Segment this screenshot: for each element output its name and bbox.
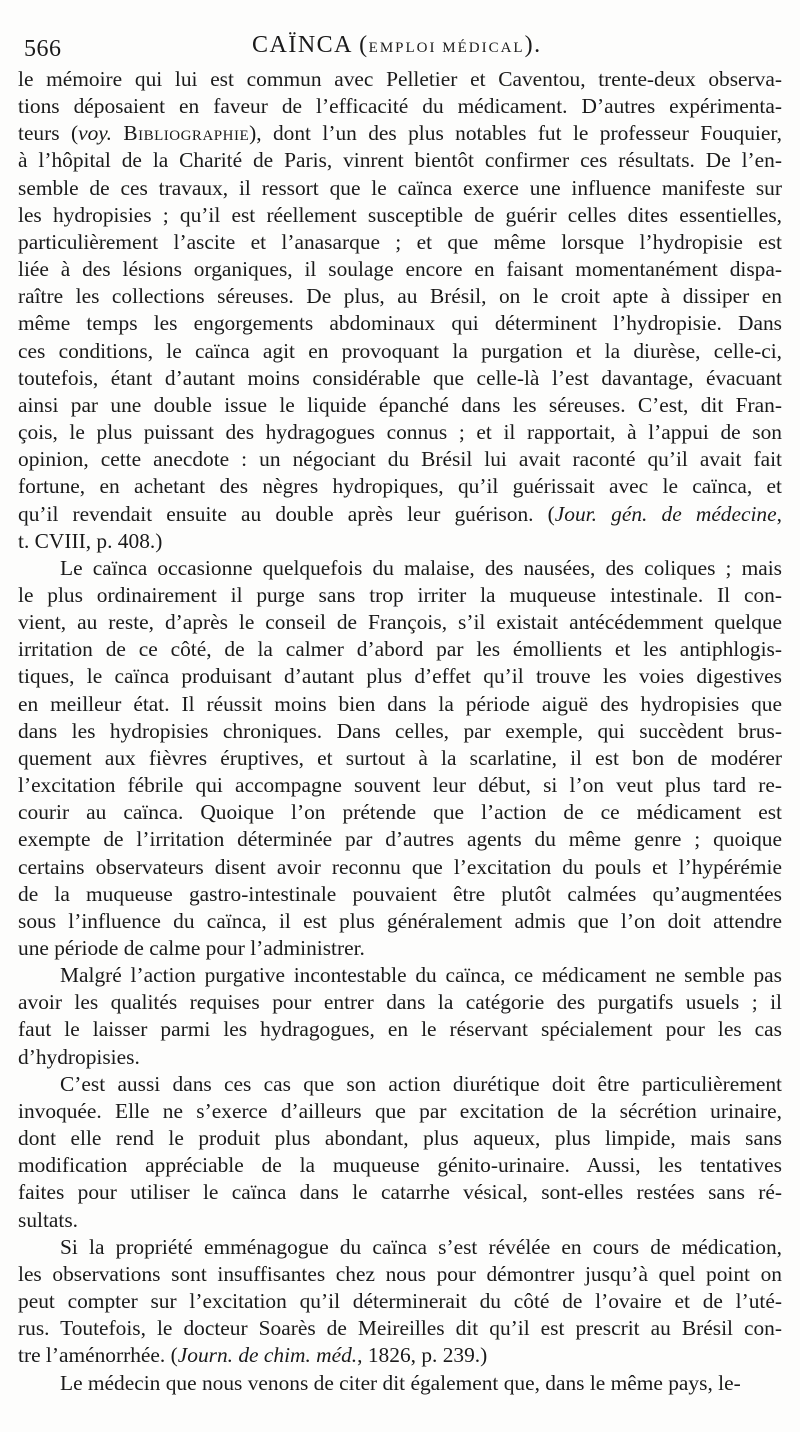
body-text bbox=[18, 66, 782, 1397]
text-line: tions déposaient en faveur de l’efficacité du médicament. D’autres expérimenta- bbox=[18, 94, 782, 119]
text-line: sultats. bbox=[18, 1207, 79, 1232]
running-head bbox=[252, 32, 542, 59]
text-line: ces conditions, le caïnca agit en provoquant la purgation et la diurèse, celle-ci, bbox=[18, 338, 782, 363]
text-line: quement aux fièvres éruptives, et surtout à la scarlatine, il est bon de modérer bbox=[18, 745, 782, 770]
text-line: toutefois, étant d’autant moins considérable que celle-là l’est davantage, évacuant bbox=[18, 365, 782, 390]
text-line: opinion, cette anecdote : un négociant du Brésil lui avait raconté qu’il avait fait bbox=[18, 447, 782, 472]
text-line: courir au caïnca. Quoique l’on prétende que l’action de ce médicament est bbox=[18, 800, 782, 825]
text-line: Le médecin que nous venons de citer dit également que, dans le même pays, le- bbox=[60, 1370, 741, 1395]
text-line: irritation de ce côté, de la calmer d’abord par les émollients et les antiphlogis- bbox=[18, 637, 782, 662]
paragraph bbox=[18, 1071, 782, 1234]
text-line: le plus ordinairement il purge sans trop irriter la muqueuse intestinale. Il con- bbox=[18, 582, 782, 607]
text-line: vient, au reste, d’après le conseil de François, s’il existait antécédemment quelque bbox=[18, 610, 782, 635]
text-line: d’hydropisies. bbox=[18, 1044, 140, 1069]
text-line: faut le laisser parmi les hydragogues, en le réservant spécialement pour les cas bbox=[18, 1017, 782, 1042]
paragraph bbox=[18, 555, 782, 962]
text-line: Le caïnca occasionne quelquefois du malaise, des nausées, des coliques ; mais bbox=[60, 555, 782, 580]
text-line: certains observateurs disent avoir reconnu que l’excitation du pouls et l’hypérémie bbox=[18, 854, 782, 879]
text-line: de la muqueuse gastro-intestinale pouvaient être plutôt calmées qu’augmentées bbox=[18, 881, 782, 906]
text-line: rus. Toutefois, le docteur Soarès de Meireilles dit qu’il est prescrit au Brésil con- bbox=[18, 1316, 782, 1341]
text-line: faites pour utiliser le caïnca dans le catarrhe vésical, sont-elles restées sans ré- bbox=[18, 1180, 782, 1205]
running-head-small-caps: EMPLOI MÉDICAL bbox=[368, 40, 525, 56]
text-line: ainsi par une double issue le liquide épanché dans les séreuses. C’est, dit Fran- bbox=[18, 392, 782, 417]
paragraph bbox=[18, 1370, 782, 1397]
text-line: raître les collections séreuses. De plus, au Brésil, on le croit apte à dissiper en bbox=[18, 284, 782, 309]
text-line: liée à des lésions organiques, il soulage encore en faisant momentanément dispa- bbox=[18, 257, 782, 282]
text-line: dans les hydropisies chroniques. Dans celles, par exemple, qui succèdent brus- bbox=[18, 718, 782, 743]
text-line: Si la propriété emménagogue du caïnca s’est révélée en cours de médication, bbox=[60, 1234, 782, 1259]
text-line: même temps les engorgements abdominaux qui déterminent l’hydropisie. Dans bbox=[18, 311, 782, 336]
text-line: exempte de l’irritation déterminée par d’autres agents du même genre ; quoique bbox=[18, 827, 782, 852]
text-line: peut compter sur l’excitation qu’il déterminerait du côté de l’ovaire et de l’uté- bbox=[18, 1289, 782, 1314]
text-line: dont elle rend le produit plus abondant, plus aqueux, plus limpide, mais sans bbox=[18, 1126, 782, 1151]
paragraph bbox=[18, 1234, 782, 1370]
text-line: fortune, en achetant des nègres hydropiques, qu’il guérissait avec le caïnca, et bbox=[18, 474, 782, 499]
text-line: sous l’influence du caïnca, il est plus généralement admis que l’on doit attendre bbox=[18, 908, 782, 933]
page-number: 566 bbox=[24, 36, 62, 62]
running-head-close: ). bbox=[524, 32, 542, 58]
text-line: à l’hôpital de la Charité de Paris, vinrent bientôt confirmer ces résultats. De l’en- bbox=[18, 148, 782, 173]
paragraph bbox=[18, 962, 782, 1071]
text-line: tiques, le caïnca produisant d’autant plus d’effet qu’il trouve les voies digestives bbox=[18, 664, 782, 689]
text-line: l’excitation fébrile qui accompagne souvent leur début, si l’on veut plus tard re- bbox=[18, 773, 782, 798]
text-line: avoir les qualités requises pour entrer dans la catégorie des purgatifs usuels ; il bbox=[18, 990, 782, 1015]
text-line: en meilleur état. Il réussit moins bien dans la période aiguë des hydropisies que bbox=[18, 691, 782, 716]
text-line: C’est aussi dans ces cas que son action diurétique doit être particulièrement bbox=[60, 1071, 782, 1096]
text-line: particulièrement l’ascite et l’anasarque ; et que même lorsque l’hydropisie est bbox=[18, 229, 782, 254]
text-line: modification appréciable de la muqueuse génito-urinaire. Aussi, les tentatives bbox=[18, 1153, 782, 1178]
running-head-main: CAÏNCA ( bbox=[252, 32, 369, 58]
text-line: invoquée. Elle ne s’exerce d’ailleurs que par excitation de la sécrétion urinaire, bbox=[18, 1098, 782, 1123]
paragraph bbox=[18, 66, 782, 555]
text-line: tre l’aménorrhée. (Journ. de chim. méd., 1826, p. 239.) bbox=[18, 1343, 488, 1368]
text-line: teurs (voy. Bibliographie), dont l’un des plus notables fut le professeur Fouquier, bbox=[18, 121, 782, 146]
page-header bbox=[18, 28, 778, 68]
text-line: qu’il revendait ensuite au double après leur guérison. (Jour. gén. de médecine, bbox=[18, 501, 782, 526]
text-line: çois, le plus puissant des hydragogues connus ; et il rapportait, à l’appui de son bbox=[18, 420, 782, 445]
text-line: les observations sont insuffisantes chez nous pour démontrer jusqu’à quel point on bbox=[18, 1261, 782, 1286]
text-line: t. CVIII, p. 408.) bbox=[18, 528, 163, 553]
text-line: Malgré l’action purgative incontestable du caïnca, ce médicament ne semble pas bbox=[60, 963, 782, 988]
text-line: semble de ces travaux, il ressort que le caïnca exerce une influence manifeste sur bbox=[18, 175, 782, 200]
text-line: une période de calme pour l’administrer. bbox=[18, 936, 365, 960]
text-line: le mémoire qui lui est commun avec Pelletier et Caventou, trente-deux observa- bbox=[18, 67, 782, 91]
text-line: les hydropisies ; qu’il est réellement susceptible de guérir celles dites essentielles, bbox=[18, 202, 782, 227]
